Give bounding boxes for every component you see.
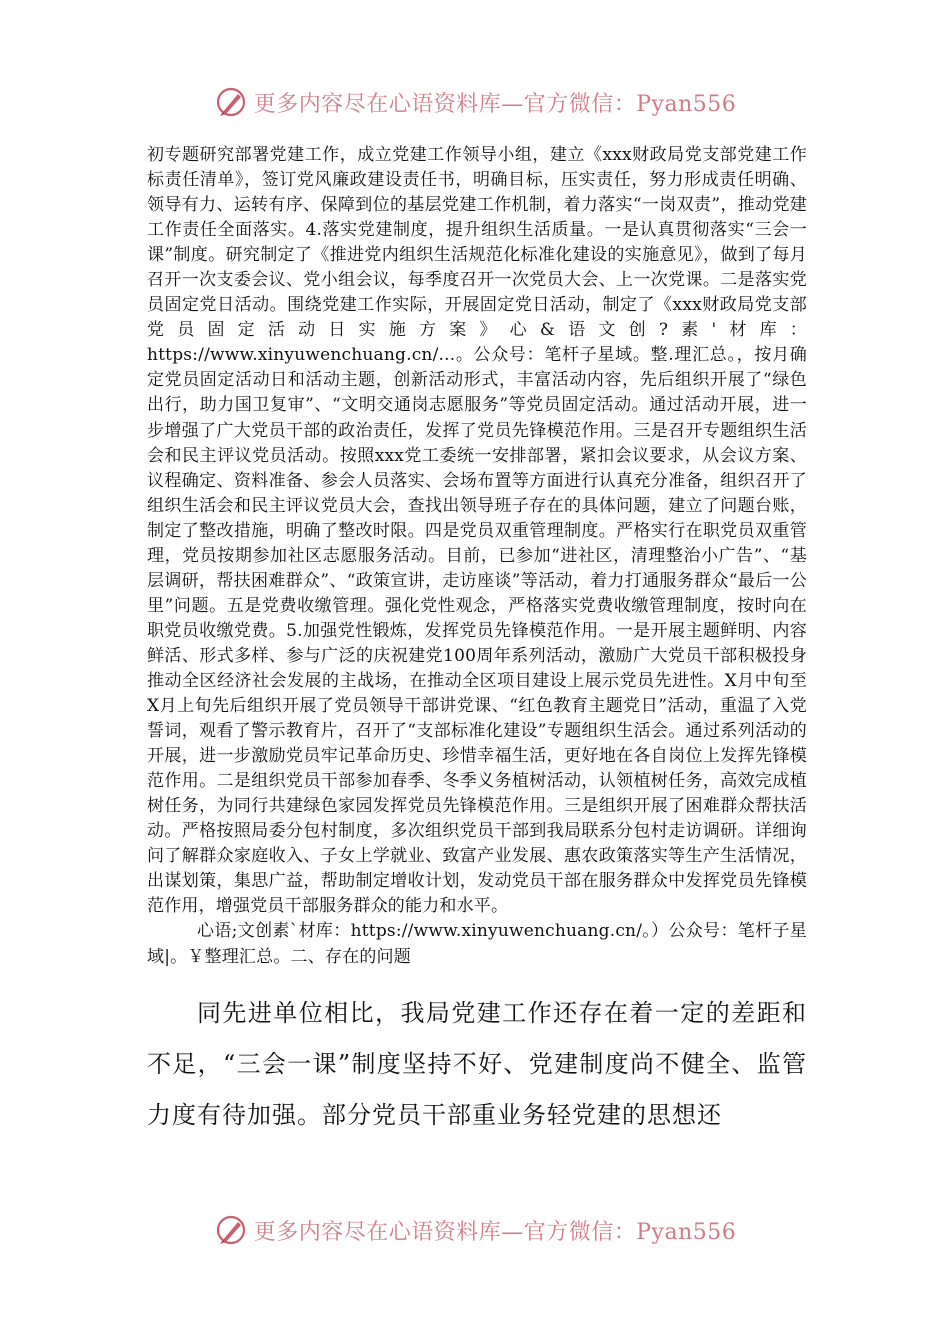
document-body	[147, 143, 807, 1141]
pen-logo-icon	[214, 1213, 248, 1247]
watermark-text: 更多内容尽在心语资料库—官方微信：Pyan556	[253, 1219, 737, 1245]
pen-logo-icon	[214, 85, 248, 119]
watermark-text: 更多内容尽在心语资料库—官方微信：Pyan556	[253, 91, 737, 117]
source-note-paragraph: 心语;文创素`材库：https://www.xinyuwenchuang.cn/。）公众号：笔杆子星域|。￥整理汇总。二、存在的问题	[147, 921, 807, 967]
body-paragraph: 初专题研究部署党建工作，成立党建工作领导小组，建立《xxx财政局党支部党建工作标责任清单》，签订党风廉政建设责任书，明确目标，压实责任，努力形成责任明确、领导有力、运转有序、保障到位的基层党建工作机制，着力落实“一岗双责”，推动党建工作责任全面落实。4.落实党建制度，提升组织生活质量。一是认真贯彻落实“三会一课”制度。研究制定了《推进党内组织生活规范化标准化建设的实施意见》，做到了每月召开一次支委会议、党小组会议，每季度召开一次党员大会、上一次党课。二是落实党员固定党日活动。围绕党建工作实际，开展固定党日活动，制定了《xxx财政局党支部党员固定活动日实施方案》心&语文创?素'材库：https://www.xinyuwenchuang.cn/...。公众号：笔杆子星域。整.理汇总。，按月确定党员固定活动日和活动主题，创新活动形式，丰富活动内容，先后组织开展了“绿色出行，助力国卫复审”、“文明交通岗志愿服务”等党员固定活动。通过活动开展，进一步增强了广大党员干部的政治责任，发挥了党员先锋模范作用。三是召开专题组织生活会和民主评议党员活动。按照xxx党工委统一安排部署，紧扣会议要求，从会议方案、议程确定、资料准备、参会人员落实、会场布置等方面进行认真充分准备，组织召开了组织生活会和民主评议党员大会，查找出领导班子存在的具体问题，建立了问题台账，制定了整改措施，明确了整改时限。四是党员双重管理制度。严格实行在职党员双重管理，党员按期参加社区志愿服务活动。目前，已参加“进社区，清理整治小广告”、“基层调研，帮扶困难群众”、“政策宣讲，走访座谈”等活动，着力打通服务群众“最后一公里”问题。五是党费收缴管理。强化党性观念，严格落实党费收缴管理制度，按时向在职党员收缴党费。5.加强党性锻炼，发挥党员先锋模范作用。一是开展主题鲜明、内容鲜活、形式多样、参与广泛的庆祝建党100周年系列活动，激励广大党员干部积极投身推动全区经济社会发展的主战场，在推动全区项目建设上展示党员先进性。X月中旬至X月上旬先后组织开展了党员领导干部讲党课、“红色教育主题党日”活动，重温了入党誓词，观看了警示教育片，召开了“支部标准化建设”专题组织生活会。通过系列活动的开展，进一步激励党员牢记革命历史、珍惜幸福生活，更好地在各自岗位上发挥先锋模范作用。二是组织党员干部参加春季、冬季义务植树活动，认领植树任务，高效完成植树任务，为同行共建绿色家园发挥党员先锋模范作用。三是组织开展了困难群众帮扶活动。严格按照局委分包村制度，多次组织党员干部到我局联系分包村走访调研。详细询问了解群众家庭收入、子女上学就业、致富产业发展、惠农政策落实等生产生活情况，出谋划策，集思广益，帮助制定增收计划，发动党员干部在服务群众中发挥党员先锋模范作用，增强党员干部服务群众的能力和水平。	[147, 145, 807, 917]
issues-paragraph: 同先进单位相比，我局党建工作还存在着一定的差距和不足，“三会一课”制度坚持不好、党建制度尚不健全、监管力度有待加强。部分党员干部重业务轻党建的思想还	[147, 998, 807, 1129]
top-watermark-banner	[0, 82, 950, 122]
bottom-watermark-banner	[0, 1210, 950, 1250]
